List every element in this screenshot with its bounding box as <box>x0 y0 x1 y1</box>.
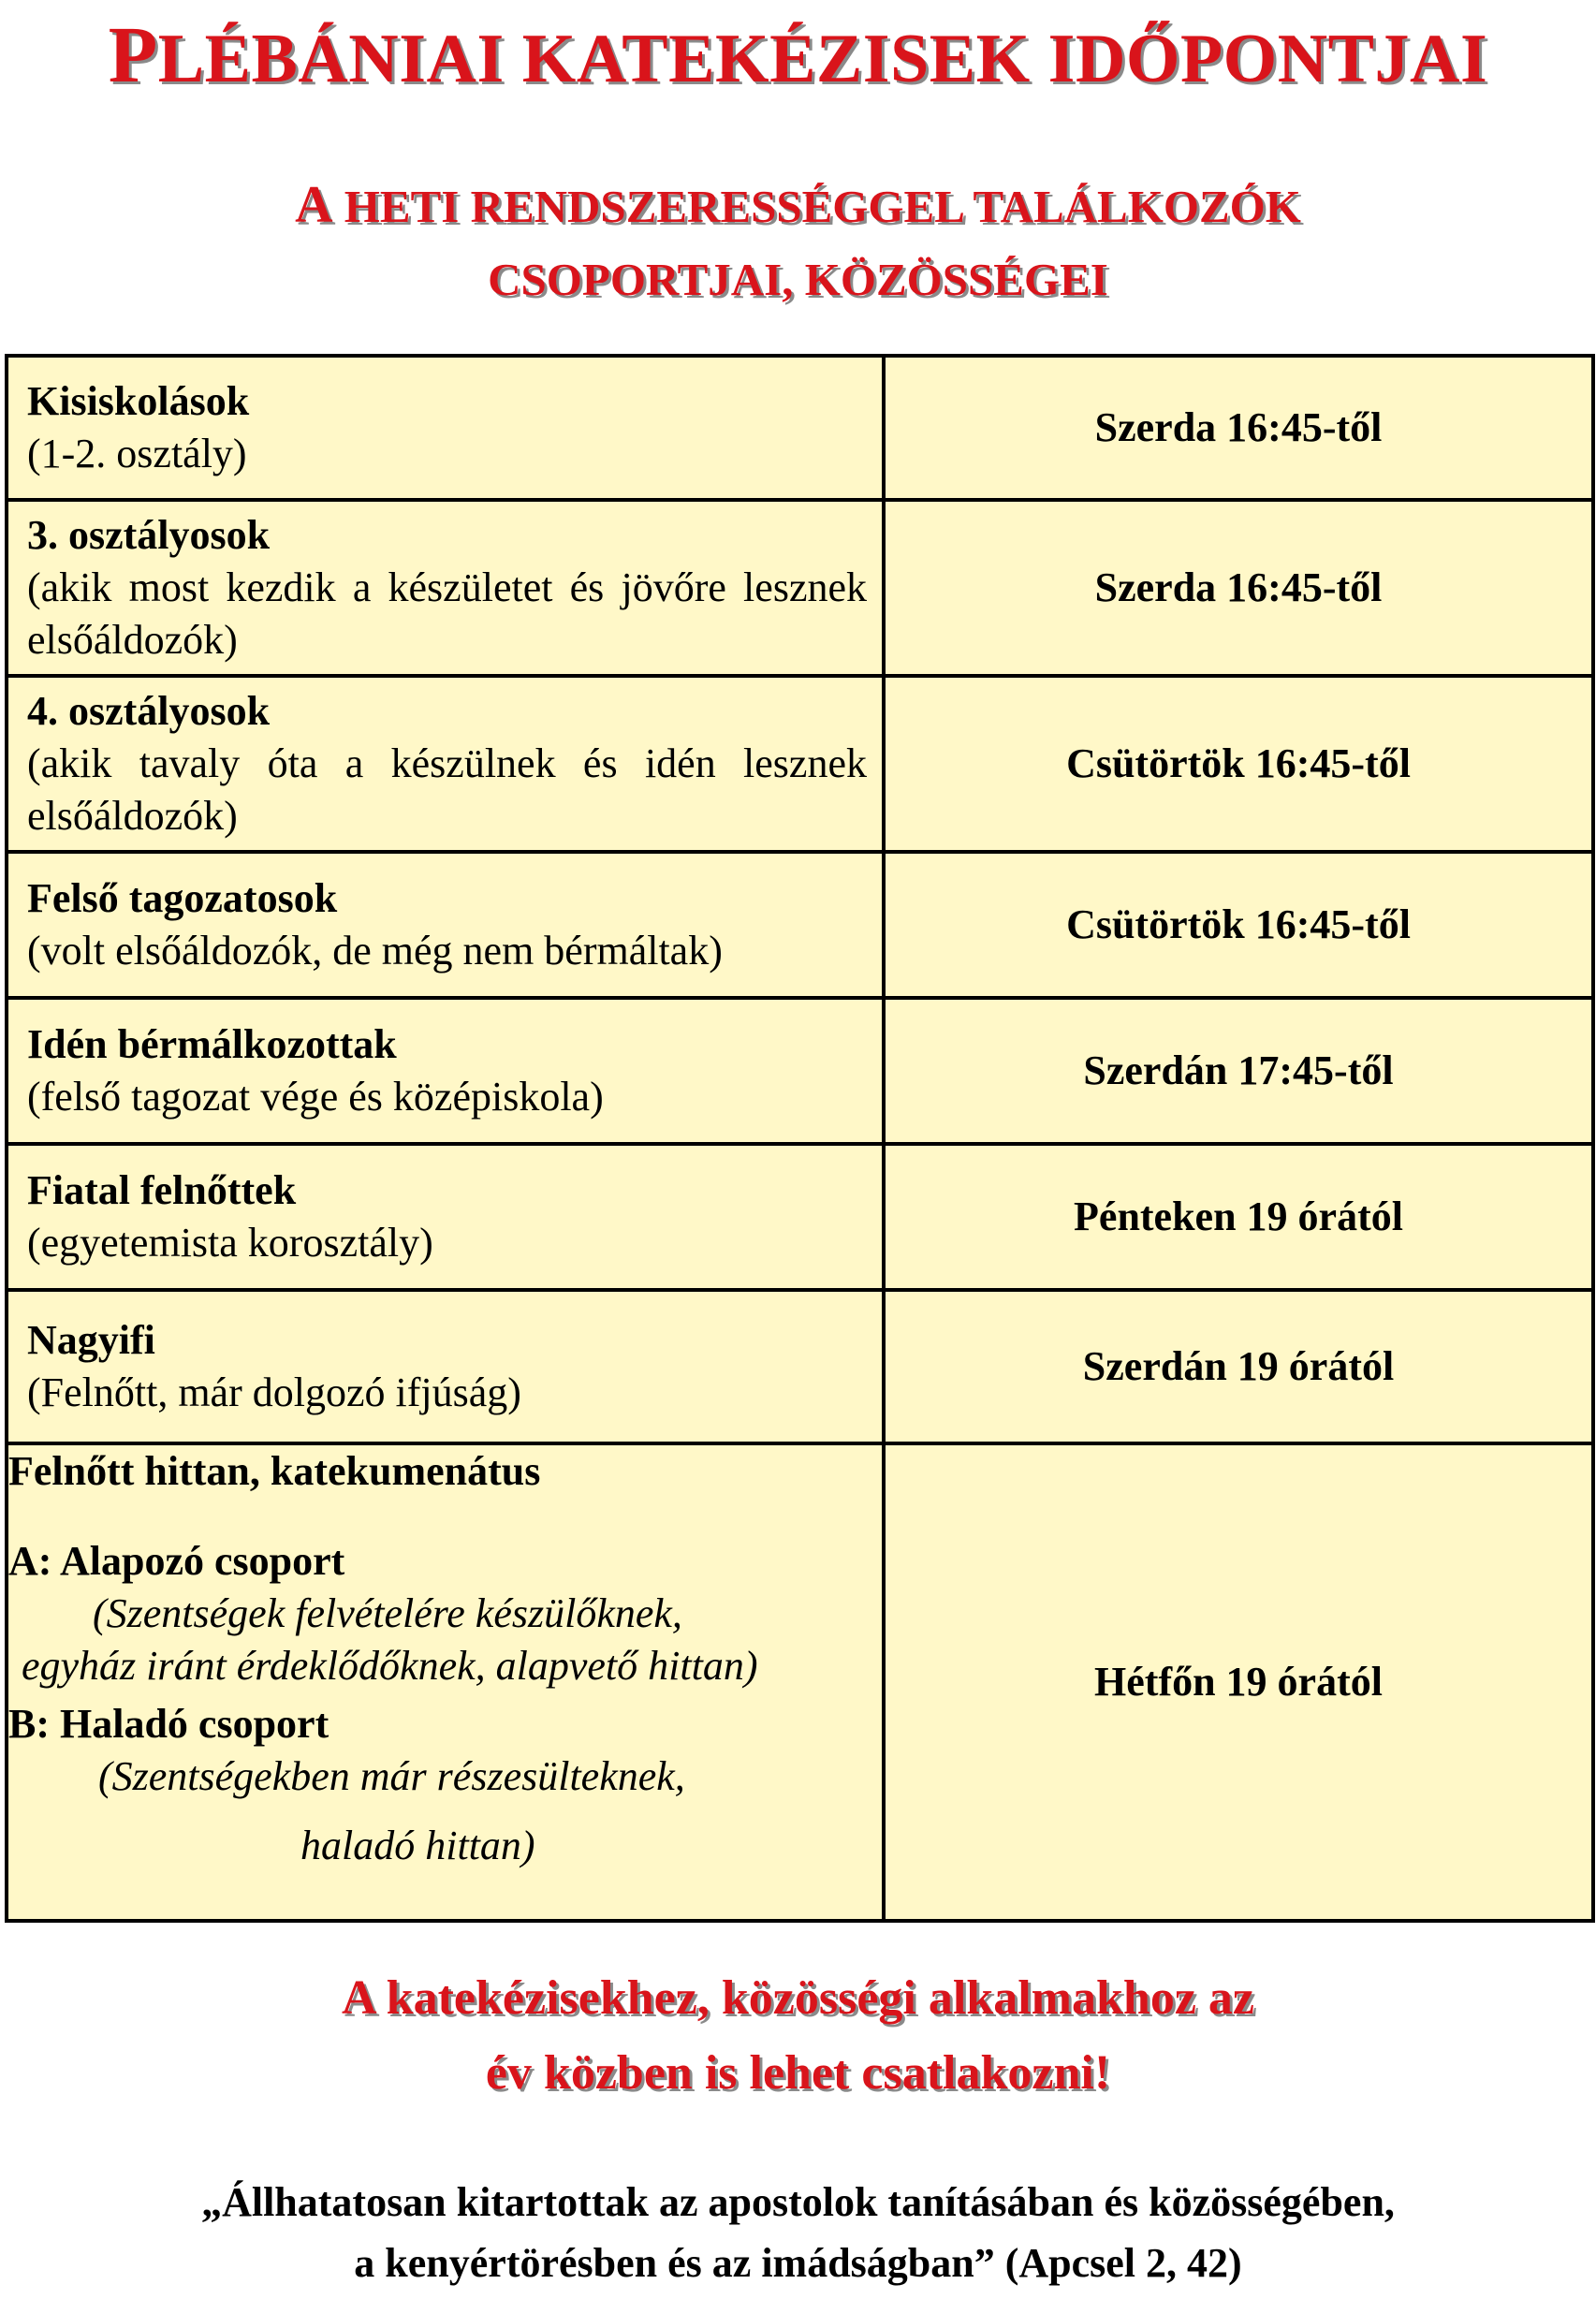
group-name: Nagyifi <box>27 1317 155 1363</box>
time-cell: Hétfőn 19 órától <box>884 1443 1593 1921</box>
group-description: (egyetemista korosztály) <box>27 1220 433 1266</box>
table-row <box>7 356 1593 500</box>
subtitle-line-2: CSOPORTJAI, KÖZÖSSÉGEI <box>488 254 1108 305</box>
group-name: 4. osztályosok <box>27 688 271 734</box>
group-cell <box>7 1290 884 1443</box>
group-description: (1-2. osztály) <box>27 431 247 476</box>
time-cell: Pénteken 19 órától <box>884 1144 1593 1290</box>
subgroup-a-name: A: Alapozó csoport <box>8 1538 345 1584</box>
join-note-line-1: A katekézisekhez, közösségi alkalmakhoz az <box>342 1971 1254 2025</box>
time-cell: Szerda 16:45-től <box>884 500 1593 676</box>
time-cell: Csütörtök 16:45-től <box>884 852 1593 998</box>
schedule-table <box>5 354 1595 1923</box>
bible-quote-line-2: a kenyértörésben és az imádságban” (Apcsel 2, 42) <box>354 2240 1242 2286</box>
group-name: Kisiskolások <box>27 378 250 424</box>
subgroup-b-description-1: (Szentségekben már részesülteknek, <box>98 1753 685 1799</box>
group-description: (felső tagozat vége és középiskola) <box>27 1074 604 1120</box>
subgroup-a-description-1: (Szentségek felvételére készülőknek, <box>93 1590 682 1636</box>
page-title-initial: P <box>108 9 158 99</box>
table-row <box>7 676 1593 852</box>
table-row <box>7 1144 1593 1290</box>
group-description: (akik tavaly óta a készülnek és idén lesznek elsőáldozók) <box>27 740 867 839</box>
time-cell: Szerdán 19 órától <box>884 1290 1593 1443</box>
subtitle-line-1 <box>0 168 1596 243</box>
time-cell: Szerda 16:45-től <box>884 356 1593 500</box>
group-cell <box>7 1144 884 1290</box>
join-note-line-2: év közben is lehet csatlakozni! <box>485 2046 1111 2100</box>
group-name: Felső tagozatosok <box>27 875 338 921</box>
subtitle <box>0 168 1596 316</box>
group-name: 3. osztályosok <box>27 512 271 558</box>
bible-quote <box>0 2172 1596 2293</box>
subtitle-line-1-rest: HETI RENDSZERESSÉGGEL TALÁLKOZÓK <box>332 181 1301 232</box>
group-cell <box>7 1443 884 1921</box>
group-name: Fiatal felnőttek <box>27 1167 297 1213</box>
group-cell <box>7 852 884 998</box>
group-description: (volt elsőáldozók, de még nem bérmáltak) <box>27 928 723 974</box>
time-cell: Csütörtök 16:45-től <box>884 676 1593 852</box>
subgroup-b-description-2: haladó hittan) <box>300 1823 535 1868</box>
table-row <box>7 1290 1593 1443</box>
table-row <box>7 500 1593 676</box>
group-description: (akik most kezdik a készületet és jövőre lesznek elsőáldozók) <box>27 564 867 663</box>
group-name: Felnőtt hittan, katekumenátus <box>8 1448 541 1494</box>
group-cell <box>7 998 884 1144</box>
group-cell <box>7 676 884 852</box>
group-cell <box>7 356 884 500</box>
join-note <box>0 1961 1596 2111</box>
bible-quote-line-1: „Állhatatosan kitartottak az apostolok tanításában és közösségében, <box>201 2179 1395 2225</box>
subtitle-initial: A <box>295 176 333 234</box>
group-cell <box>7 500 884 676</box>
table-row <box>7 1443 1593 1921</box>
table-row <box>7 998 1593 1144</box>
page-title-rest: LÉBÁNIAI KATEKÉZISEK IDŐPONTJAI <box>157 21 1488 97</box>
subgroup-a-description-2: egyház iránt érdeklődőknek, alapvető hittan) <box>22 1643 758 1689</box>
group-name: Idén bérmálkozottak <box>27 1021 397 1067</box>
time-cell: Szerdán 17:45-től <box>884 998 1593 1144</box>
group-description: (Felnőtt, már dolgozó ifjúság) <box>27 1369 521 1415</box>
page-title <box>0 7 1596 101</box>
subgroup-b-name: B: Haladó csoport <box>8 1701 329 1747</box>
table-row <box>7 852 1593 998</box>
